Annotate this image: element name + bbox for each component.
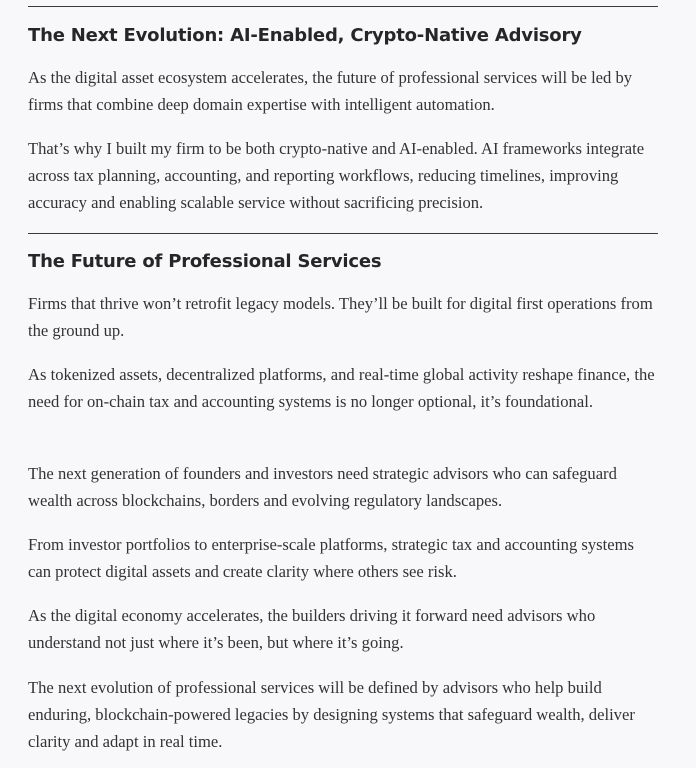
paragraph: As tokenized assets, decentralized platforms, and real-time global activity reshape finance, the need for on-chain tax and accounting systems is no longer optional, it’s foundational. bbox=[28, 365, 655, 411]
section-heading: The Next Evolution: AI-Enabled, Crypto-Native Advisory bbox=[28, 25, 582, 46]
paragraph: That’s why I built my firm to be both crypto-native and AI-enabled. AI frameworks integrate across tax planning, accounting, and reporting workflows, reducing timelines, improving accuracy and enabling scalable service without sacrificing precision. bbox=[28, 139, 645, 212]
paragraph: The next generation of founders and investors need strategic advisors who can safeguard wealth across blockchains, borders and evolving regulatory landscapes. bbox=[28, 464, 617, 510]
section-divider bbox=[28, 233, 658, 234]
paragraph: From investor portfolios to enterprise-scale platforms, strategic tax and accounting systems can protect digital assets and create clarity where others see risk. bbox=[28, 535, 634, 581]
section-heading: The Future of Professional Services bbox=[28, 251, 382, 272]
paragraph: The next evolution of professional services will be defined by advisors who help build enduring, blockchain-powered legacies by designing systems that safeguard wealth, deliver clarity and adapt in real time. bbox=[28, 678, 635, 751]
paragraph: Firms that thrive won’t retrofit legacy models. They’ll be built for digital first operations from the ground up. bbox=[28, 294, 653, 340]
paragraph: As the digital economy accelerates, the builders driving it forward need advisors who understand not just where it’s been, but where it’s going. bbox=[28, 606, 596, 652]
paragraph: As the digital asset ecosystem accelerates, the future of professional services will be led by firms that combine deep domain expertise with intelligent automation. bbox=[28, 68, 633, 114]
section-divider bbox=[28, 6, 658, 7]
